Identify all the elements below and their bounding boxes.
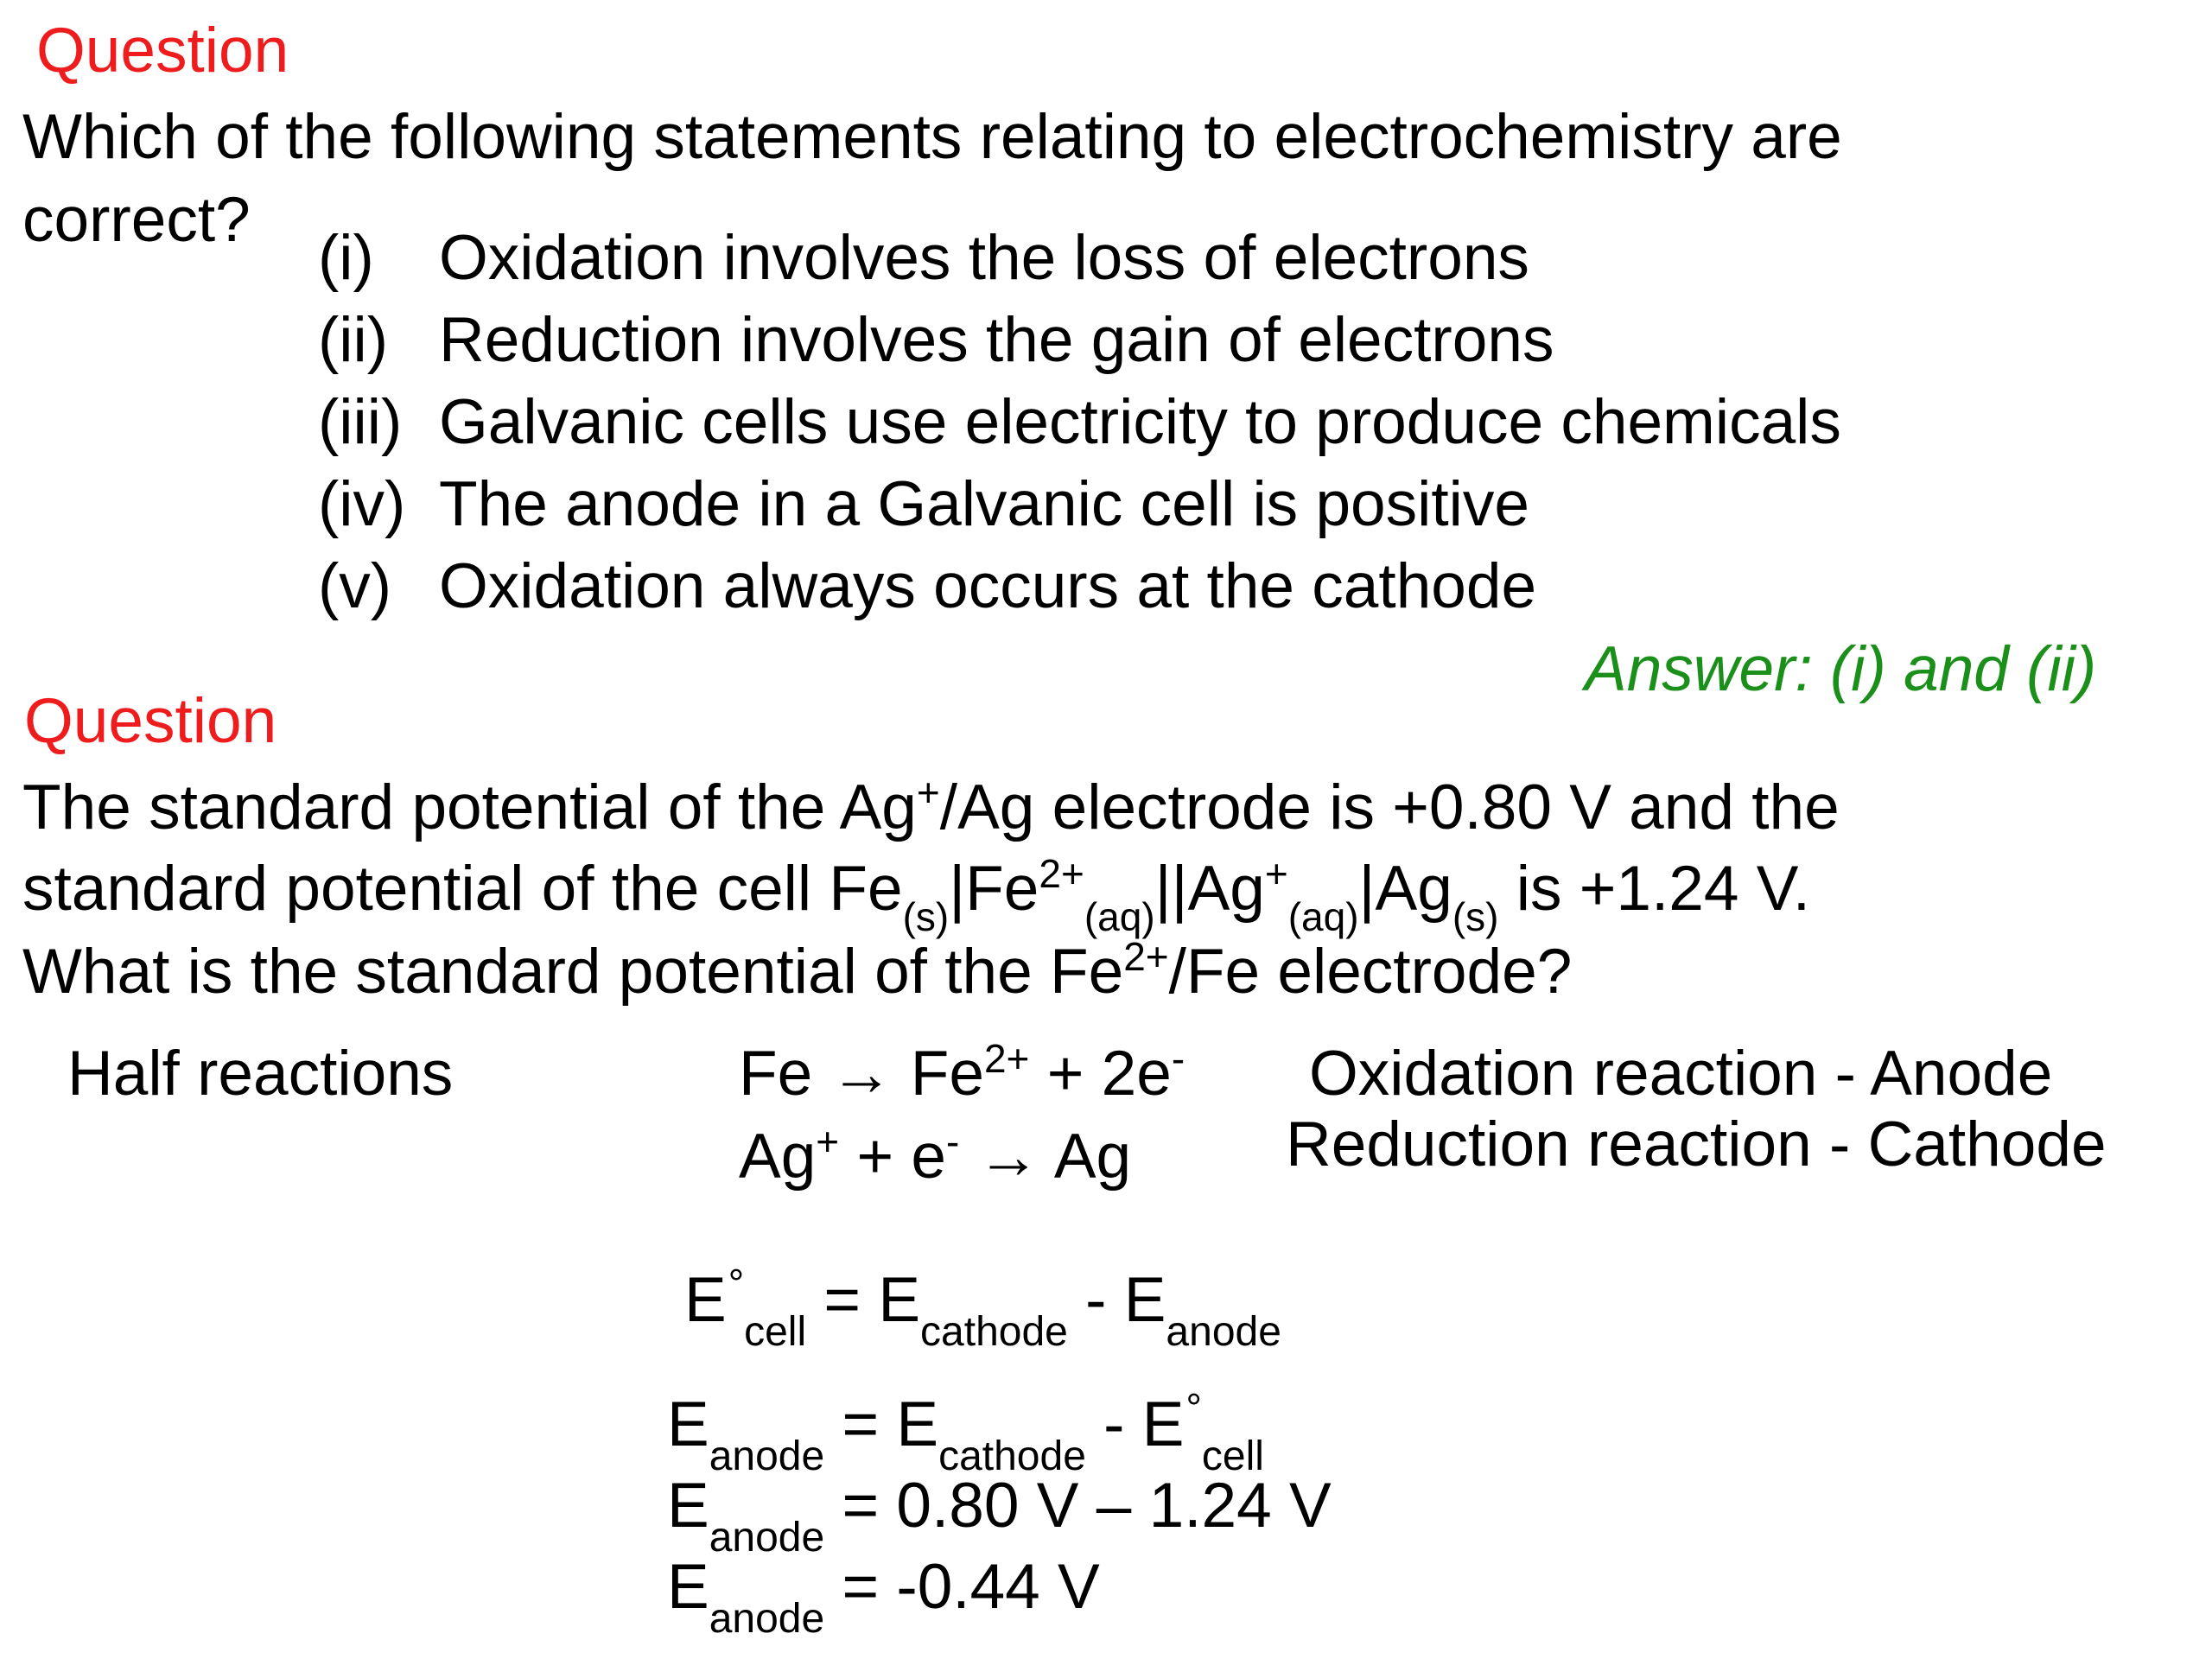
statement-number: (v) [318, 551, 392, 621]
anode-substitution-equation: $E_{anode} = 0.80$ V – 1.24 V [667, 1471, 1332, 1560]
statement-list [318, 223, 1841, 637]
statement-text: Oxidation always occurs at the cathode [439, 551, 1537, 621]
question-1-heading: Question [36, 16, 289, 86]
statement-number: (iv) [318, 469, 406, 539]
statement-item [318, 551, 1841, 637]
question-1-prompt-line-2: correct? [22, 185, 251, 255]
statement-text: Oxidation involves the loss of electrons [439, 223, 1529, 293]
question-2-line-2: standard potential of the cell $Fe_{(s)}|Fe^{2+}_{(aq)}||Ag^+_{(aq)}|Ag_{(s)}$ is +1.24 V. [22, 851, 1810, 939]
reduction-label: Reduction reaction - Cathode [1286, 1109, 2107, 1179]
question-1-prompt-line-1: Which of the following statements relating to electrochemistry are [22, 102, 1842, 172]
question-2-heading: Question [24, 686, 277, 756]
statement-number: (ii) [318, 305, 389, 375]
question-2-line-1: The standard potential of the Ag+/Ag electrode is +0.80 V and the [22, 770, 1840, 842]
answer-text: Answer: (i) and (ii) [1585, 634, 2097, 704]
half-reactions-label: Half reactions [67, 1039, 454, 1109]
statement-text: The anode in a Galvanic cell is positive [439, 469, 1529, 539]
statement-item [318, 469, 1841, 555]
anode-result-equation: $E_{anode} = -0.44$ V [667, 1552, 1100, 1642]
statement-item [318, 305, 1841, 391]
statement-number: (i) [318, 223, 374, 293]
anode-rearranged-equation: $E_{anode} = E_{cathode} - E^\circ_{cell}$ [667, 1385, 1264, 1479]
statement-item [318, 223, 1841, 308]
reduction-equation: Ag+ + e- → Ag [739, 1119, 1132, 1192]
oxidation-equation: $Fe \to Fe^{2+} + 2e^-$ [739, 1036, 1185, 1109]
question-2-line-3: What is the standard potential of the $Fe^{2+}/Fe$ electrode? [22, 934, 1573, 1007]
statement-text: Galvanic cells use electricity to produce chemicals [439, 387, 1841, 457]
oxidation-label: Oxidation reaction - Anode [1309, 1039, 2053, 1109]
cell-potential-equation: $E^\circ_{cell} = E_{cathode} - E_{anode}$ [684, 1261, 1281, 1355]
statement-number: (iii) [318, 387, 403, 457]
statement-text: Reduction involves the gain of electrons [439, 305, 1554, 375]
statement-item [318, 387, 1841, 473]
